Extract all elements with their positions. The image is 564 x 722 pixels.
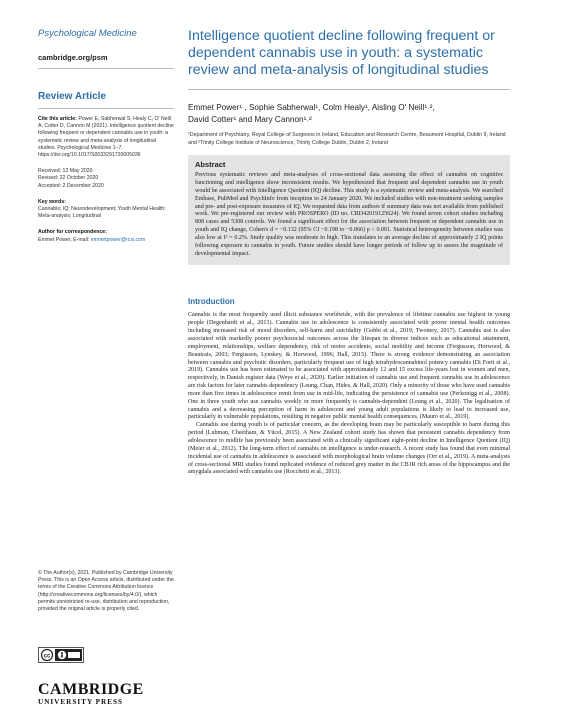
abstract-text: Previous systematic reviews and meta-analyses of cross-sectional data assessing the effect of cannabis on cognitive functioning and intelligence show inconsistent results. We hypothesized that frequent and dependent cannabis use in youth would be associated with Intelligence Quotient (IQ) decline. This study is a systematic review and meta-analysis. We searched Embase, PubMed and PsychInfo from inception to 24 January 2020. We included studies with non-treatment seeking samples and pre- and post-exposure measures of IQ. We requested data from authors if summary data was not available from published work. We pre-registered our review with PROSPERO (ID no. CRD42019125624). We found seven cohort studies including 808 cases and 5308 controls. We found a significant effect for the association between frequent or dependent cannabis use in youth and IQ change, Cohen's d = −0.132 (95% CI −0.198 to −0.066) p < 0.001. Statistical heterogeneity between studies was also low at I² = 0.2%. Study quality was moderate to high. This translates to an average decline of approximately 2 IQ points following exposure to cannabis in youth. Future studies should have longer periods of follow up to assess the magnitude of developmental impact. xyxy=(195,172,503,257)
corr-email[interactable]: emmetpower@rcsi.com xyxy=(90,236,146,243)
svg-text:cc: cc xyxy=(43,653,51,660)
cambridge-logo xyxy=(38,681,178,706)
article-type: Review Article xyxy=(38,91,106,102)
authors-line-1 xyxy=(188,102,510,114)
journal-name[interactable]: Psychological Medicine xyxy=(38,28,137,39)
received-date: Received: 12 May 2020 xyxy=(38,168,93,175)
dates xyxy=(38,168,174,190)
correspondence xyxy=(38,229,174,243)
divider xyxy=(188,89,510,90)
accepted-date: Accepted: 2 December 2020 xyxy=(38,182,104,189)
author-list xyxy=(188,102,510,126)
corr-label: Author for correspondence: xyxy=(38,229,107,236)
logo-subtitle: UNIVERSITY PRESS xyxy=(38,698,124,706)
cite-text[interactable]: Power E, Sabherwal S, Healy C, O' Neill A, Cotter D, Cannon M (2021). Intelligence quotient decline following frequent or dependent cannabis use in youth: a systematic review and meta-analysis of longitudinal studies. Psychological Medicine 1–7. https://doi.org/10.1017/S0033291720005036 xyxy=(38,116,174,159)
copyright-notice: © The Author(s), 2021. Published by Cambridge University Press. This is an Open Access article, distributed under the terms of the Creative Commons Attribution licence (http://creativecommons.org/licenses/by/4.0/), which permits unrestricted re-use, distribution and reproduction, provided the original article is properly cited. xyxy=(38,570,174,613)
keywords-label: Key words: xyxy=(38,198,66,205)
corr-name: Emmet Power, E-mail: xyxy=(38,236,91,243)
introduction-body xyxy=(188,312,510,477)
article-title: Intelligence quotient decline following frequent or dependent cannabis use in youth: a systematic review and meta-analysis of longitudinal studies xyxy=(188,28,495,78)
cc-by-license-icon[interactable] xyxy=(38,647,84,663)
keywords-text: Cannabis; IQ; Neurodevelopment; Youth Mental Health; Meta-analysis; Longitudinal xyxy=(38,206,166,220)
logo-wordmark: CAMBRIDGE xyxy=(38,681,144,698)
affiliations: ¹Department of Psychiatry, Royal College of Surgeons in Ireland, Education and Research Centre, Beaumont Hospital, Dublin 9, Ireland and ²Trinity College Institute of Neuroscience, Trinity College Dublin, Dublin 2, Ireland xyxy=(188,132,506,146)
cite-label: Cite this article: xyxy=(38,116,77,122)
paragraph: Cannabis is the most frequently used illicit substance worldwide, with the prevalence of lifetime cannabis use highest in young people (Degenhardt et al., 2013). Cannabis use in adolescence is consistently associated with poorer mental health outcomes including increased risk of mood disorders, self-harm and suicidality (Gobbi et al., 2019; Twomey, 2017). Cannabis use is also associated with markedly poorer psychosocial outcomes across the lifespan in diverse indices such as educational attainment, employment, relationships, welfare dependency, risk of motor accidents, social mobility and income (Fergusson, Horwood, & Beautrais, 2003; Fergusson, Lynskey, & Horwood, 1996; Hall, 2015). There is strong evidence demonstrating an association between cannabis and psychotic disorders, particularly frequent use of high tetrahydrocannabinol potency cannabis (Di Forti et al., 2019). Cannabis use has been estimated to be associated with approximately 12 and 15 excess life-years lost in women and men, respectively, in Danish register data (Weye et al., 2020). Earlier initiation of cannabis use and frequent cannabis use in adolescence are risk factors for later cannabis dependency (Leung, Chan, Hides, & Hall, 2020). Only a minority of those who have used cannabis more than five times in adolescence remit from use in mid-life, indicating the persistence of cannabis use (Perkonigg et al., 2008). One in three youth who use cannabis weekly or more frequently is cannabis-dependent (Leung et al., 2020). The legalisation of cannabis and a decreasing perception of harm in adolescent and young adult populations is likely to lead to increased use, particularly in vulnerable populations, resulting in negative public mental health consequences. (Mauro et al., 2019). xyxy=(188,312,510,421)
authors-text[interactable]: Emmet Power¹ , Sophie Sabherwal¹, Colm Healy¹, Aisling O' Neill¹˒², xyxy=(188,103,435,112)
main-column xyxy=(188,28,510,477)
revised-date: Revised: 22 October 2020 xyxy=(38,175,99,182)
authors-line-2[interactable]: David Cotter¹ and Mary Cannon¹˒² xyxy=(188,115,312,124)
sidebar xyxy=(38,28,174,244)
divider xyxy=(38,68,174,69)
journal-site[interactable]: cambridge.org/psm xyxy=(38,53,108,62)
citation xyxy=(38,116,174,159)
divider xyxy=(38,108,174,109)
abstract-heading: Abstract xyxy=(195,160,226,170)
introduction-heading: Introduction xyxy=(188,297,235,307)
keywords xyxy=(38,199,174,221)
abstract-box xyxy=(188,155,510,265)
paragraph: Cannabis use during youth is of particular concern, as the developing brain may be particularly susceptible to harm during this period (Lubman, Cheetham, & Yücel, 2015). A New Zealand cohort study has shown that persistent cannabis dependency from adolescence to midlife has previously been associated with a clinically significant eight-point decline in Intelligence Quotient (IQ) (Meier et al., 2012). The long-term effect of cannabis on intelligence is under-research. A recent study has found that even minimal incidental use of cannabis in adolescence is associated with morphological brain volume changes (Orr et al., 2019). A meta-analysis of cross-sectional MRI studies found replicated evidence of reduced grey matter in the CB1R rich areas of the hippocampus and the amygdala associated with cannabis use (Rocchetti et al., 2013). xyxy=(188,422,510,476)
